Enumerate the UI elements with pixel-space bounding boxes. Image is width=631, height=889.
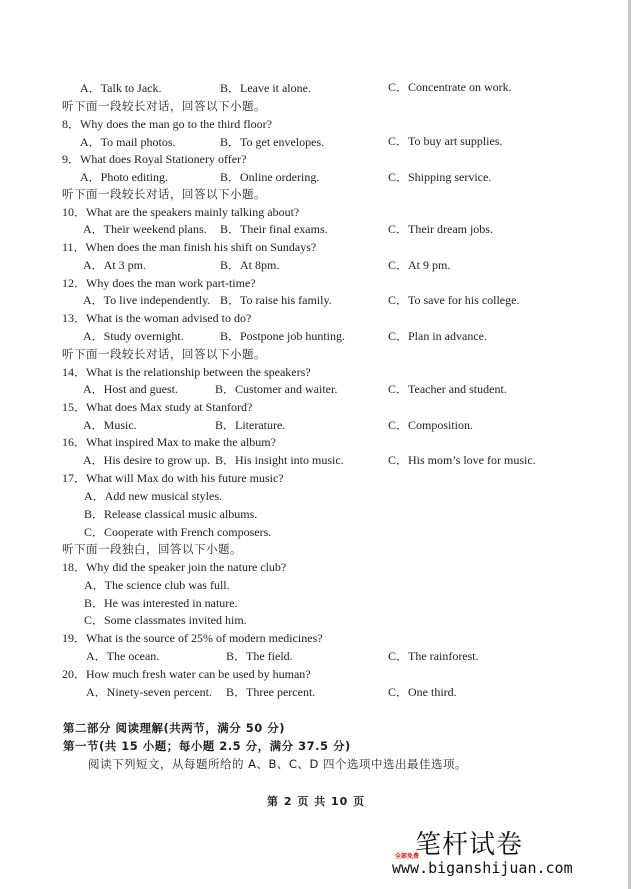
q12-option-b: B．To raise his family. <box>220 293 332 307</box>
q20-option-a: A．Ninety-seven percent. <box>86 685 212 699</box>
q11-option-a: A．At 3 pm. <box>83 258 147 272</box>
page-number: 第 2 页 共 10 页 <box>267 795 366 808</box>
q14-option-a: A．Host and guest. <box>83 382 178 396</box>
question-9: 9．What does Royal Stationery offer? <box>62 152 247 166</box>
q18-option-b: B．He was interested in nature. <box>84 596 238 610</box>
q13-option-a: A．Study overnight. <box>83 329 184 343</box>
q19-option-a: A．The ocean. <box>86 649 160 663</box>
q17-option-c: C．Cooperate with French composers. <box>84 525 272 539</box>
part2-instruction: 阅读下列短文，从每题所给的 A、B、C、D 四个选项中选出最佳选项。 <box>88 757 467 771</box>
q16-option-b: B．His insight into music. <box>215 453 344 467</box>
q19-option-c: C．The rainforest. <box>388 649 479 663</box>
q16-option-c: C．His mom’s love for music. <box>388 453 536 467</box>
q17-option-a: A．Add new musical styles. <box>84 489 222 503</box>
q12-option-c: C．To save for his college. <box>388 293 520 307</box>
watermark-badge: 全部免费 <box>395 853 420 860</box>
q14-option-c: C．Teacher and student. <box>388 382 507 396</box>
question-17: 17．What will Max do with his future music? <box>62 471 284 485</box>
q15-option-b: B．Literature. <box>215 418 286 432</box>
question-16: 16．What inspired Max to make the album? <box>62 435 276 449</box>
q20-option-b: B．Three percent. <box>226 685 316 699</box>
question-14: 14．What is the relationship between the speakers? <box>62 365 311 379</box>
question-12: 12．Why does the man work part-time? <box>62 276 256 290</box>
q9-option-b: B．Online ordering. <box>220 170 320 184</box>
q11-option-c: C．At 9 pm. <box>388 258 451 272</box>
q7-option-c: C．Concentrate on work. <box>388 80 512 94</box>
question-10: 10．What are the speakers mainly talking about? <box>62 205 300 219</box>
q15-option-a: A．Music. <box>83 418 137 432</box>
q10-option-c: C．Their dream jobs. <box>388 222 493 236</box>
part2-title: 第二部分 阅读理解(共两节，满分 50 分) <box>63 721 286 735</box>
instruction-monologue: 听下面一段独白，回答以下小题。 <box>62 542 242 556</box>
q12-option-a: A．To live independently. <box>83 293 211 307</box>
q9-option-c: C．Shipping service. <box>388 170 492 184</box>
q10-option-b: B．Their final exams. <box>220 222 328 236</box>
q9-option-a: A．Photo editing. <box>80 170 169 184</box>
q10-option-a: A．Their weekend plans. <box>83 222 207 236</box>
q18-option-c: C．Some classmates invited him. <box>84 613 247 627</box>
q19-option-b: B．The field. <box>226 649 293 663</box>
question-13: 13．What is the woman advised to do? <box>62 311 252 325</box>
instruction-long-dialogue: 听下面一段较长对话，回答以下小题。 <box>62 187 266 201</box>
q17-option-b: B．Release classical music albums. <box>84 507 258 521</box>
part2-section1: 第一节(共 15 小题；每小题 2.5 分，满分 37.5 分) <box>63 739 351 753</box>
instruction-long-dialogue: 听下面一段较长对话，回答以下小题。 <box>62 347 266 361</box>
instruction-long-dialogue: 听下面一段较长对话，回答以下小题。 <box>62 99 266 113</box>
question-8: 8．Why does the man go to the third floor? <box>62 117 272 131</box>
q20-option-c: C．One third. <box>388 685 457 699</box>
q14-option-b: B．Customer and waiter. <box>215 382 338 396</box>
q13-option-c: C．Plan in advance. <box>388 329 487 343</box>
question-15: 15．What does Max study at Stanford? <box>62 400 253 414</box>
q7-option-a: A．Talk to Jack. <box>80 81 162 95</box>
q8-option-b: B．To get envelopes. <box>220 135 325 149</box>
watermark-url: www.biganshijuan.com <box>392 859 573 877</box>
q16-option-a: A．His desire to grow up. <box>83 453 210 467</box>
q11-option-b: B．At 8pm. <box>220 258 280 272</box>
question-20: 20．How much fresh water can be used by human? <box>62 667 311 681</box>
q8-option-c: C．To buy art supplies. <box>388 134 503 148</box>
q15-option-c: C．Composition. <box>388 418 474 432</box>
q18-option-a: A．The science club was full. <box>84 578 230 592</box>
question-11: 11．When does the man finish his shift on Sundays? <box>62 240 317 254</box>
question-18: 18．Why did the speaker join the nature club? <box>62 560 287 574</box>
q13-option-b: B．Postpone job hunting. <box>220 329 346 343</box>
q8-option-a: A．To mail photos. <box>80 135 176 149</box>
q7-option-b: B．Leave it alone. <box>220 81 311 95</box>
question-19: 19．What is the source of 25% of modern medicines? <box>62 631 323 645</box>
watermark-title: 笔杆试卷 <box>415 830 524 860</box>
